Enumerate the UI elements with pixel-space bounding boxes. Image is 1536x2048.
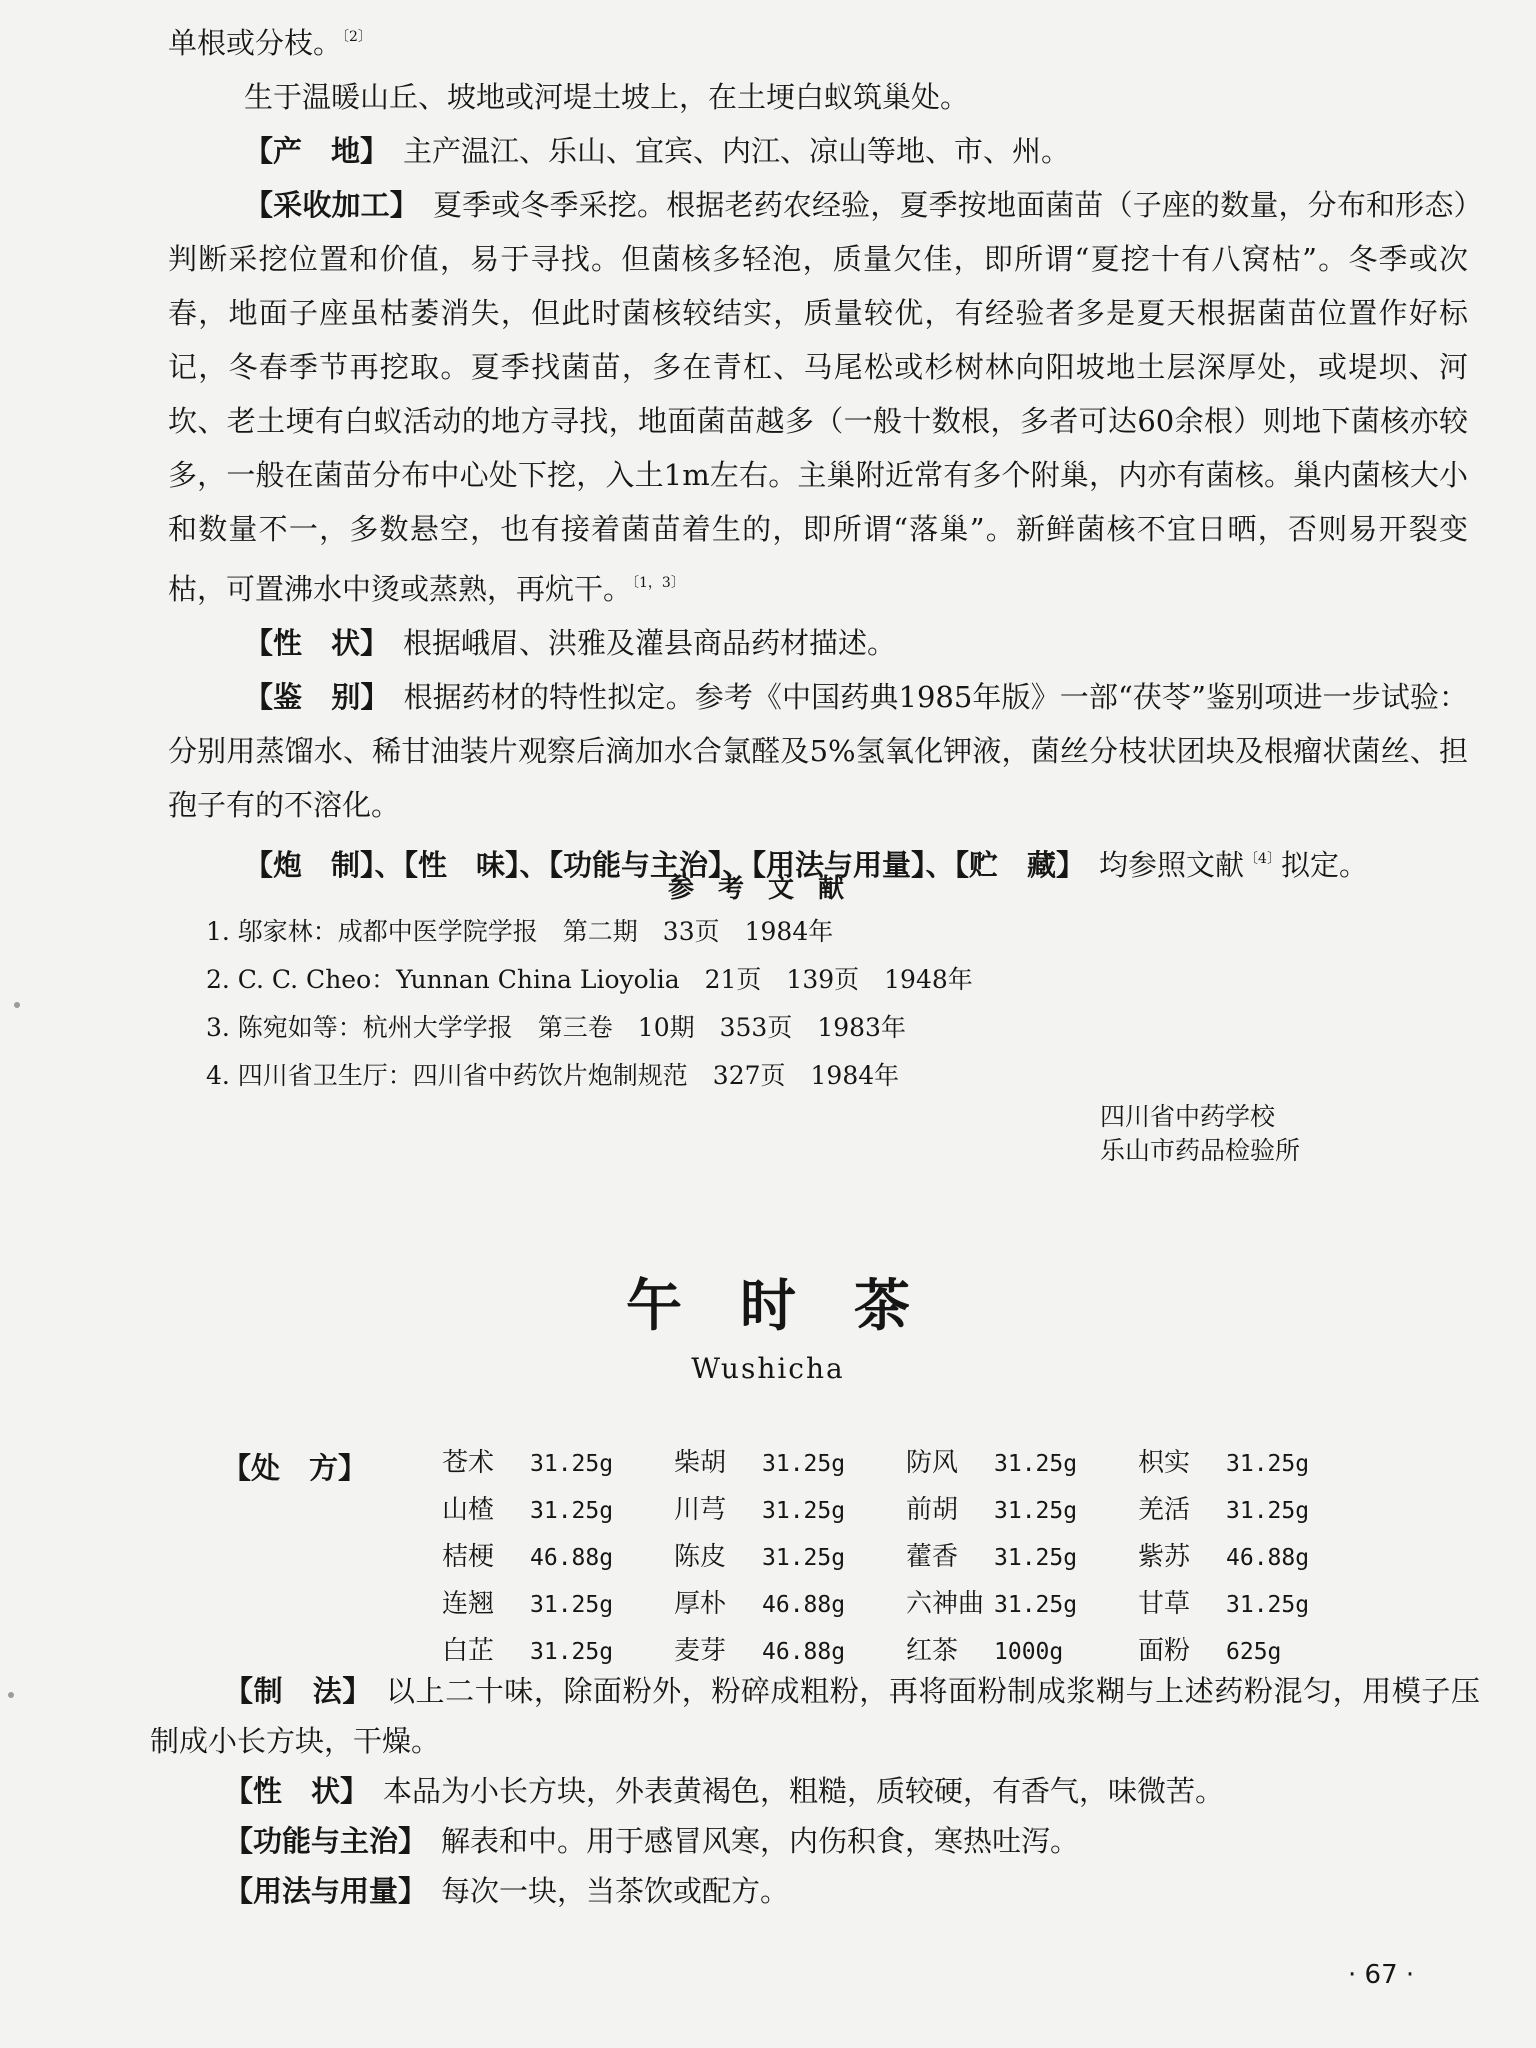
paragraph-harvest bbox=[168, 178, 1468, 616]
usage-tag: 【用法与用量】 bbox=[224, 1874, 428, 1908]
ingredient bbox=[674, 1581, 906, 1628]
misc-text-b: 拟定。 bbox=[1280, 848, 1368, 882]
identification-text: 根据药材的特性拟定。参考《中国药典1985年版》一部“茯苓”鉴别项进一步试验：分别用蒸馏水、稀甘油装片观察后滴加水合氯醛及5%氢氧化钾液，菌丝分枝状团块及根瘤状菌丝、担孢子有的不溶化。 bbox=[168, 680, 1468, 822]
paragraph-identification bbox=[168, 670, 1468, 832]
ingredient bbox=[442, 1440, 674, 1487]
ingredient-name: 面粉 bbox=[1138, 1636, 1191, 1666]
usage-text: 每次一块，当茶饮或配方。 bbox=[441, 1874, 790, 1908]
character-text: 根据峨眉、洪雅及灌县商品药材描述。 bbox=[403, 626, 897, 660]
character-text: 本品为小长方块，外表黄褐色，粗糙，质较硬，有香气，味微苦。 bbox=[383, 1774, 1225, 1808]
paragraph-habitat bbox=[168, 70, 1468, 124]
paragraph-character bbox=[150, 1766, 1480, 1816]
ingredient-name: 柴胡 bbox=[674, 1448, 727, 1478]
ingredient-amount: 31.25g bbox=[1226, 1498, 1310, 1524]
ingredient bbox=[442, 1581, 674, 1628]
ingredient-name: 苍术 bbox=[442, 1448, 495, 1478]
references-heading: 参考文献 bbox=[667, 874, 868, 904]
ingredient bbox=[442, 1487, 674, 1534]
ingredient-amount: 31.25g bbox=[530, 1451, 614, 1477]
affiliation-line-2: 乐山市药品检验所 bbox=[1100, 1136, 1301, 1165]
ingredient-name: 麦芽 bbox=[674, 1636, 727, 1666]
monograph-title: 午时茶 bbox=[626, 1274, 968, 1339]
ingredient-amount: 46.88g bbox=[530, 1545, 614, 1571]
paragraph-function bbox=[150, 1816, 1480, 1866]
ingredient-name: 连翘 bbox=[442, 1589, 495, 1619]
ingredient-name: 山楂 bbox=[442, 1495, 495, 1525]
ingredient-amount: 31.25g bbox=[530, 1498, 614, 1524]
ingredient-amount: 31.25g bbox=[762, 1545, 846, 1571]
ingredient-name: 藿香 bbox=[906, 1542, 959, 1572]
ingredient-amount: 31.25g bbox=[530, 1592, 614, 1618]
ingredient bbox=[1138, 1440, 1370, 1487]
page-number: · 67 · bbox=[1348, 1960, 1415, 1990]
ingredient-amount: 31.25g bbox=[530, 1639, 614, 1665]
ingredient-amount: 31.25g bbox=[994, 1451, 1078, 1477]
ingredient-amount: 31.25g bbox=[994, 1592, 1078, 1618]
harvest-tag: 【采收加工】 bbox=[244, 188, 419, 222]
ingredient-amount: 46.88g bbox=[762, 1592, 846, 1618]
paragraph-top-line bbox=[168, 10, 1468, 70]
method-text: 以上二十味，除面粉外，粉碎成粗粉，再将面粉制成浆糊与上述药粉混匀，用模子压制成小长方块，干燥。 bbox=[150, 1674, 1480, 1758]
paragraph-character bbox=[168, 616, 1468, 670]
harvest-text: 夏季或冬季采挖。根据老药农经验，夏季按地面菌苗（子座的数量，分布和形态）判断采挖位置和价值，易于寻找。但菌核多轻泡，质量欠佳，即所谓“夏挖十有八窝枯”。冬季或次春，地面子座虽枯萎消失，但此时菌核较结实，质量较优，有经验者多是夏天根据菌苗位置作好标记，冬春季节再挖取。夏季找菌苗，多在青杠、马尾松或杉树林向阳坡地土层深厚处，或堤坝、河坎、老土埂有白蚁活动的地方寻找，地面菌苗越多（一般十数根，多者可达60余根）则地下菌核亦较多，一般在菌苗分布中心处下挖，入土1m左右。主巢附近常有多个附巢，内亦有菌核。巢内菌核大小和数量不一，多数悬空，也有接着菌苗着生的，即所谓“落巢”。新鲜菌核不宜日晒，否则易开裂变枯，可置沸水中烫或蒸熟，再炕干。 bbox=[168, 188, 1468, 606]
ingredient bbox=[1138, 1581, 1370, 1628]
method-tag: 【制 法】 bbox=[224, 1674, 372, 1708]
ingredient-name: 羌活 bbox=[1138, 1495, 1191, 1525]
ingredient bbox=[906, 1440, 1138, 1487]
origin-text: 主产温江、乐山、宜宾、内江、凉山等地、市、州。 bbox=[403, 134, 1071, 168]
reference-item: 3. 陈宛如等：杭州大学学报 第三卷 10期 353页 1983年 bbox=[206, 1013, 906, 1042]
ingredient-amount: 31.25g bbox=[994, 1498, 1078, 1524]
scan-speck bbox=[14, 1002, 20, 1008]
ingredient bbox=[906, 1581, 1138, 1628]
ingredient-name: 紫苏 bbox=[1138, 1542, 1191, 1572]
misc-tags: 【炮 制】、【性 味】、【功能与主治】、【用法与用量】、【贮 藏】 bbox=[244, 848, 1086, 882]
prescription-table bbox=[442, 1440, 1370, 1675]
ref-marker: 〔4〕 bbox=[1244, 851, 1281, 867]
prescription-tag: 【处 方】 bbox=[222, 1451, 368, 1485]
origin-tag: 【产 地】 bbox=[244, 134, 390, 168]
character-tag: 【性 状】 bbox=[244, 626, 390, 660]
paragraph-method bbox=[150, 1666, 1480, 1766]
ingredient bbox=[442, 1534, 674, 1581]
paragraph-usage bbox=[150, 1866, 1480, 1916]
function-text: 解表和中。用于感冒风寒，内伤积食，寒热吐泻。 bbox=[441, 1824, 1080, 1858]
character-tag: 【性 状】 bbox=[224, 1774, 370, 1808]
ingredient-name: 防风 bbox=[906, 1448, 959, 1478]
ingredient-name: 六神曲 bbox=[906, 1589, 985, 1619]
ingredient bbox=[1138, 1534, 1370, 1581]
ingredient-amount: 1000g bbox=[994, 1639, 1064, 1665]
ingredient-amount: 31.25g bbox=[762, 1451, 846, 1477]
ingredient bbox=[906, 1534, 1138, 1581]
ingredient-name: 枳实 bbox=[1138, 1448, 1191, 1478]
ref-marker: 〔2〕 bbox=[342, 29, 372, 45]
ingredient-amount: 31.25g bbox=[762, 1498, 846, 1524]
ingredient bbox=[674, 1534, 906, 1581]
ingredient-amount: 31.25g bbox=[1226, 1592, 1310, 1618]
text-top-line: 单根或分枝。 bbox=[168, 26, 343, 60]
reference-item: 2. C. C. Cheo：Yunnan China Lioyolia 21页 139页 1948年 bbox=[206, 965, 973, 994]
monograph-sections bbox=[150, 1666, 1480, 1916]
ingredient-name: 陈皮 bbox=[674, 1542, 727, 1572]
ingredient-name: 甘草 bbox=[1138, 1589, 1191, 1619]
paragraph-origin bbox=[168, 124, 1468, 178]
ingredient bbox=[906, 1487, 1138, 1534]
ingredient-amount: 31.25g bbox=[1226, 1451, 1310, 1477]
ingredient-name: 红茶 bbox=[906, 1636, 959, 1666]
ingredient-amount: 625g bbox=[1226, 1639, 1282, 1665]
monograph-subtitle: Wushicha bbox=[691, 1352, 845, 1385]
misc-text-a: 均参照文献 bbox=[1099, 848, 1245, 882]
scan-speck bbox=[8, 1692, 14, 1698]
ingredient bbox=[674, 1487, 906, 1534]
section-continuation bbox=[168, 10, 1468, 892]
ingredient-amount: 46.88g bbox=[762, 1639, 846, 1665]
ingredient-name: 川芎 bbox=[674, 1495, 727, 1525]
ingredient-amount: 46.88g bbox=[1226, 1545, 1310, 1571]
ingredient-name: 前胡 bbox=[906, 1495, 959, 1525]
habitat-text: 生于温暖山丘、坡地或河堤土坡上，在土埂白蚁筑巢处。 bbox=[244, 80, 970, 114]
ingredient-amount: 31.25g bbox=[994, 1545, 1078, 1571]
ingredient bbox=[674, 1440, 906, 1487]
references-list bbox=[206, 908, 973, 1100]
affiliation-line-1: 四川省中药学校 bbox=[1100, 1102, 1276, 1131]
ingredient bbox=[1138, 1487, 1370, 1534]
identification-tag: 【鉴 别】 bbox=[244, 680, 390, 714]
function-tag: 【功能与主治】 bbox=[224, 1824, 428, 1858]
reference-item: 1. 邬家林：成都中医学院学报 第二期 33页 1984年 bbox=[206, 917, 834, 946]
ref-marker: 〔1，3〕 bbox=[632, 575, 685, 591]
reference-item: 4. 四川省卫生厅：四川省中药饮片炮制规范 327页 1984年 bbox=[206, 1061, 900, 1090]
affiliation-block bbox=[1100, 1100, 1300, 1168]
ingredient-name: 厚朴 bbox=[674, 1589, 727, 1619]
ingredient-name: 桔梗 bbox=[442, 1542, 495, 1572]
ingredient-name: 白芷 bbox=[442, 1636, 495, 1666]
